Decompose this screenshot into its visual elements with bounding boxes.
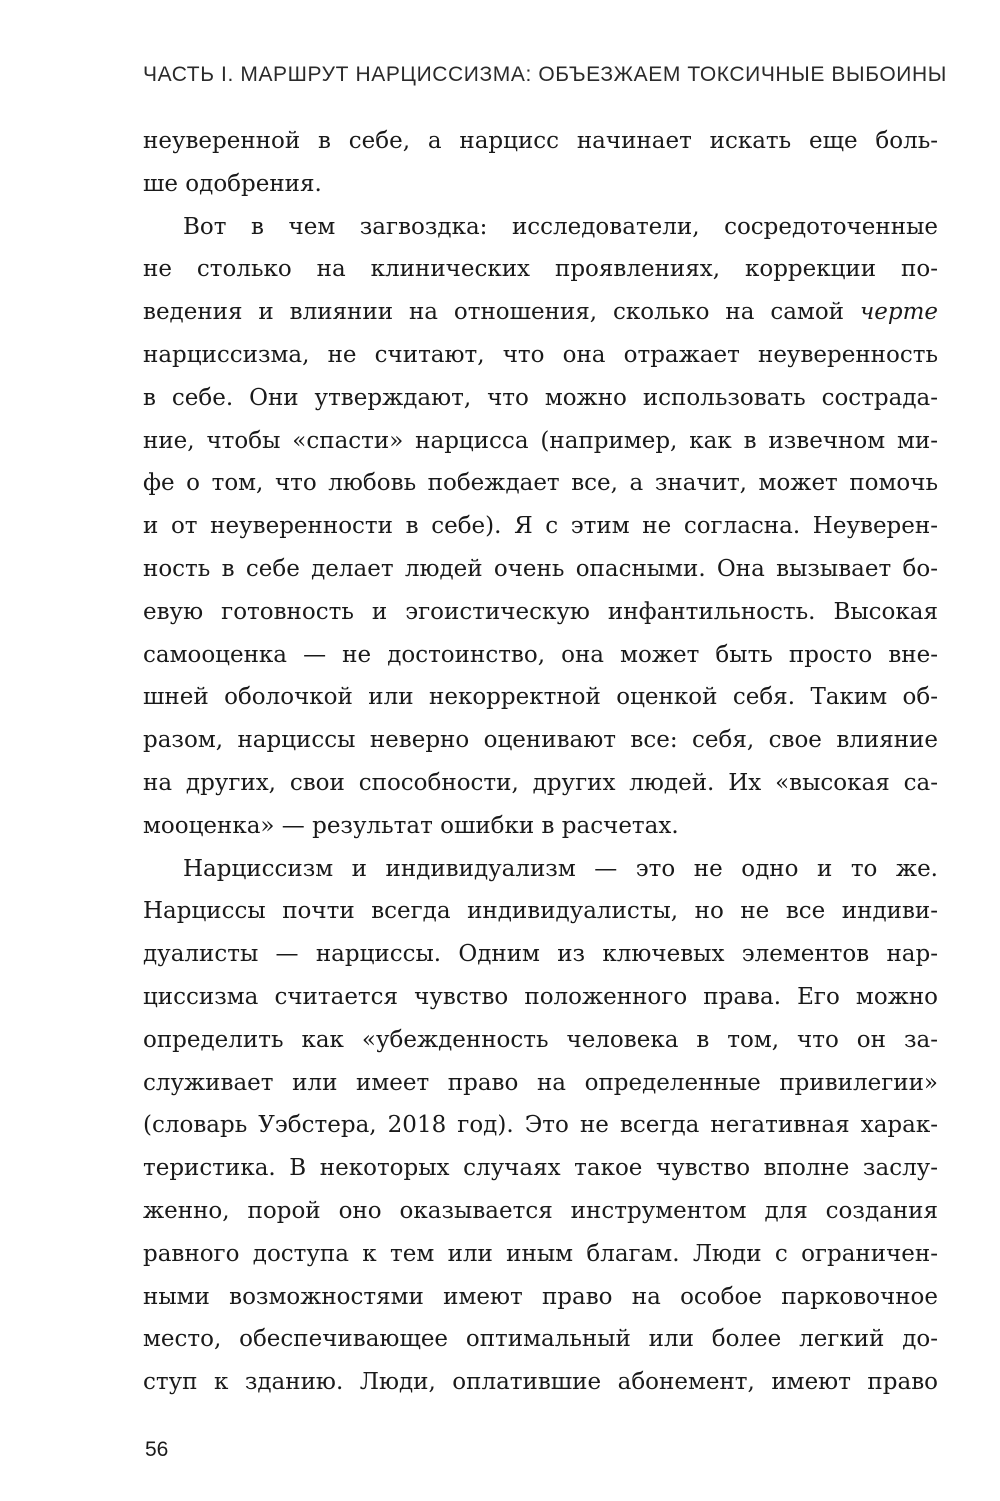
text-line: служивает или имеет право на определенные привилегии»: [143, 1069, 938, 1096]
running-head: ЧАСТЬ I. МАРШРУТ НАРЦИССИЗМА: ОБЪЕЗЖАЕМ ТОКСИЧНЫЕ ВЫБОИНЫ: [143, 63, 947, 86]
text-line: (словарь Уэбстера, 2018 год). Это не всегда негативная харак-: [143, 1112, 938, 1139]
body-text: [143, 120, 938, 1404]
paragraph-start-line: Нарциссизм и индивидуализм — это не одно и то же.: [183, 855, 938, 882]
text-segment: ведения и влиянии на отношения, сколько на самой: [143, 299, 845, 326]
text-line: в себе. Они утверждают, что можно использовать сострада-: [143, 384, 938, 411]
text-line: ние, чтобы «спасти» нарцисса (например, как в извечном ми-: [143, 427, 938, 454]
text-line: теристика. В некоторых случаях такое чувство вполне заслу-: [143, 1155, 938, 1182]
page-number: 56: [145, 1438, 169, 1461]
italic-term: черте: [859, 299, 939, 326]
text-line: шней оболочкой или некорректной оценкой себя. Таким об-: [143, 684, 938, 711]
text-line: определить как «убежденность человека в том, что он за-: [143, 1026, 938, 1053]
text-line: евую готовность и эгоистическую инфантильность. Высокая: [143, 598, 938, 625]
text-line: неуверенной в себе, а нарцисс начинает искать еще боль-: [143, 128, 938, 154]
text-line: циссизма считается чувство положенного права. Его можно: [143, 983, 938, 1010]
text-line: дуалисты — нарциссы. Одним из ключевых элементов нар-: [143, 941, 938, 968]
text-line: ность в себе делает людей очень опасными. Она вызывает бо-: [143, 555, 938, 582]
text-line: женно, порой оно оказывается инструментом для создания: [143, 1197, 938, 1224]
text-line: ными возможностями имеют право на особое парковочное: [143, 1283, 938, 1310]
text-line: и от неуверенности в себе). Я с этим не согласна. Неуверен-: [143, 513, 938, 540]
text-line: на других, свои способности, других людей. Их «высокая са-: [143, 769, 938, 796]
text-line: самооценка — не достоинство, она может быть просто вне-: [143, 641, 938, 668]
text-line: место, обеспечивающее оптимальный или более легкий до-: [143, 1326, 938, 1353]
text-line: фе о том, что любовь побеждает все, а значит, может помочь: [143, 470, 938, 497]
text-line: не столько на клинических проявлениях, коррекции по-: [143, 256, 938, 283]
text-line: ше одобрения.: [143, 170, 322, 197]
text-line: мооценка» — результат ошибки в расчетах.: [143, 812, 679, 839]
text-line: ступ к зданию. Люди, оплатившие абонемент, имеют право: [143, 1369, 938, 1396]
text-line: Нарциссы почти всегда индивидуалисты, но не все индиви-: [143, 898, 938, 925]
text-line: нарциссизма, не считают, что она отражает неуверенность: [143, 341, 938, 368]
paragraph-start-line: Вот в чем загвоздка: исследователи, сосредоточенные: [183, 213, 938, 240]
text-line: равного доступа к тем или иным благам. Люди с ограничен-: [143, 1240, 938, 1267]
text-line: разом, нарциссы неверно оценивают все: себя, свое влияние: [143, 727, 938, 754]
text-line-with-italic: [143, 291, 938, 334]
